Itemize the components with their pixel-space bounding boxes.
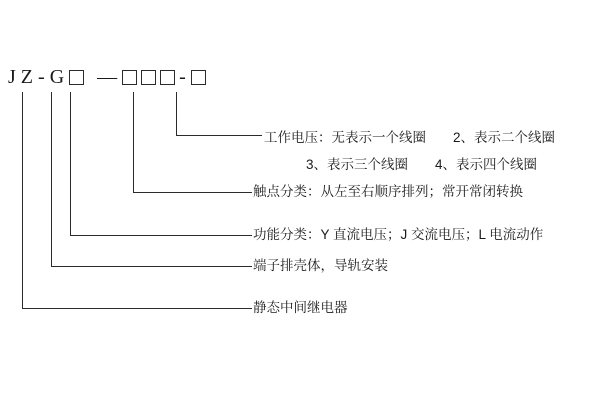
leader-stem-voltage [176,92,177,135]
callout-working-voltage-line2: 3、表示三个线圈 4、表示四个线圈 [306,157,538,172]
leader-stem-contacts [133,92,134,192]
callout-function-classification: 功能分类：Y 直流电压；J 交流电压；L 电流动作 [253,227,544,242]
code-letter-g: G [49,66,65,88]
leader-run-product [22,308,252,309]
callout-product-name: 静态中间继电器 [253,300,348,315]
callout-working-voltage-line1: 工作电压：无表示一个线圈 2、表示二个线圈 [264,130,556,145]
leader-stem-product [22,92,23,308]
code-box-function [69,70,84,85]
code-box-contact-1 [122,70,137,85]
code-tail-hyphen: - [179,66,186,88]
code-letter-z: Z [20,66,34,88]
code-long-dash: — [97,66,118,88]
leader-run-contacts [133,192,252,193]
code-letter-j: J [8,66,16,88]
model-code-row [8,62,210,92]
leader-run-function [70,235,252,236]
code-hyphen: - [38,66,45,88]
code-box-contact-3 [160,70,175,85]
leader-run-housing [51,266,252,267]
callout-contact-classification: 触点分类：从左至右顺序排列；常开常闭转换 [253,184,523,199]
leader-run-voltage [176,135,262,136]
leader-stem-housing [51,92,52,266]
leader-stem-function [70,92,71,235]
callout-terminal-housing: 端子排壳体，导轨安装 [253,258,388,273]
code-box-contact-2 [141,70,156,85]
code-box-voltage [191,70,206,85]
code-box-group-contacts [122,70,179,85]
